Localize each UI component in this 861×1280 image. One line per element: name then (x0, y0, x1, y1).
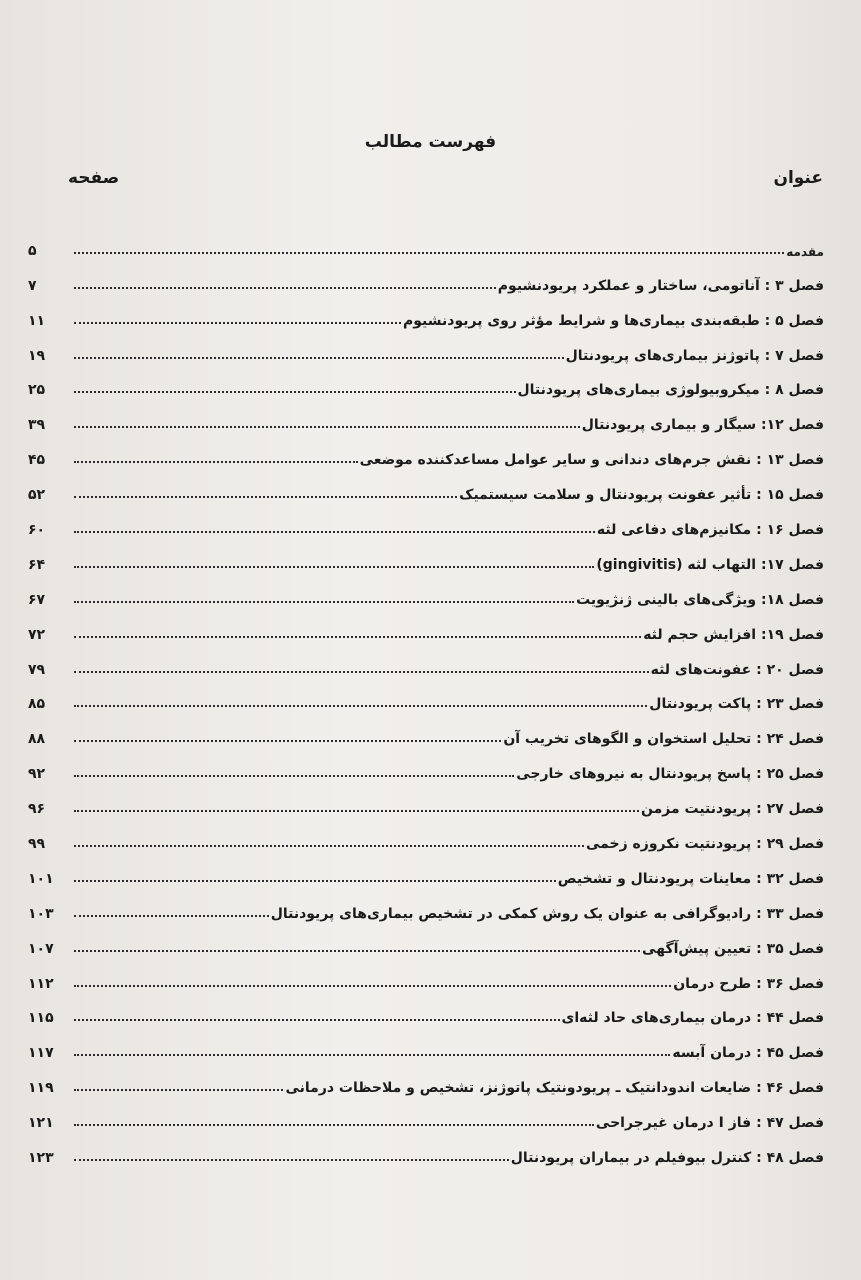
toc-entry-title: فصل ۳۲ : معاینات پریودنتال و تشخیص (557, 870, 824, 887)
toc-entry-page: ۷۲ (28, 626, 46, 643)
dot-leader (74, 1019, 560, 1021)
toc-entry-title: فصل ۴۸ : کنترل بیوفیلم در بیماران پریودنتال (510, 1150, 824, 1167)
toc-entry-page: ۳۹ (28, 417, 46, 434)
toc-entry-title: فصل ۲۳ : پاکت پریودنتال (649, 696, 824, 713)
toc-entry-page: ۱۹ (28, 347, 46, 364)
dot-leader (74, 985, 671, 987)
toc-entry-title: فصل ۳۵ : تعیین پیش‌آگهی (642, 940, 824, 957)
toc-row (28, 645, 824, 680)
toc-entry-page: ۱۱۷ (28, 1045, 54, 1062)
toc-row (28, 889, 824, 924)
toc-entry-page: ۶۴ (28, 556, 46, 573)
toc-entry-page: ۹۶ (28, 801, 46, 818)
toc-row (28, 1098, 824, 1133)
toc-entry-title: فصل ۲۴ : تحلیل استخوان و الگوهای تخریب آن (503, 731, 824, 748)
dot-leader (74, 426, 580, 428)
dot-leader (74, 357, 564, 359)
toc-row (28, 400, 824, 435)
toc-entry-page: ۱۰۷ (28, 940, 54, 957)
toc-row (28, 226, 824, 261)
toc-entry-title: فصل ۲۵ : پاسخ پریودنتال به نیروهای خارجی (516, 766, 824, 783)
toc-row (28, 749, 824, 784)
toc-entry-title: فصل ۴۷ : فاز I درمان غیرجراحی (595, 1115, 824, 1132)
toc-row (28, 1028, 824, 1063)
dot-leader (74, 566, 594, 568)
dot-leader (74, 915, 269, 917)
toc-row (28, 366, 824, 401)
dot-leader (74, 1159, 509, 1161)
toc-entry-page: ۱۰۳ (28, 905, 54, 922)
toc-entry-page: ۷ (28, 277, 37, 294)
toc-row (28, 331, 824, 366)
toc-entry-title: فصل ۴۵ : درمان آبسه (672, 1045, 824, 1062)
toc-entry-title: فصل ۱۵ : تأثیر عفونت پریودنتال و سلامت سیستمیک (459, 487, 824, 504)
dot-leader (74, 775, 514, 777)
dot-leader (74, 1089, 283, 1091)
dot-leader (74, 252, 784, 254)
dot-leader (74, 845, 584, 847)
toc-entry-title: فصل ۱۶ : مکانیزم‌های دفاعی لثه (596, 522, 824, 539)
toc-entry-page: ۹۹ (28, 836, 46, 853)
dot-leader (74, 740, 501, 742)
toc-entry-page: ۱۱ (28, 312, 46, 329)
page-column-header: صفحه (68, 168, 120, 188)
toc-row (28, 435, 824, 470)
toc-entry-page: ۱۱۲ (28, 975, 54, 992)
dot-leader (74, 461, 358, 463)
toc-row (28, 784, 824, 819)
toc-entry-page: ۷۹ (28, 661, 46, 678)
toc-entry-page: ۵۲ (28, 487, 46, 504)
toc-entry-title: فصل ۵ : طبقه‌بندی بیماری‌ها و شرایط مؤثر روی پریودنشیوم (403, 312, 824, 329)
toc-row (28, 575, 824, 610)
toc-entry-page: ۵ (28, 242, 37, 259)
toc-row (28, 610, 824, 645)
toc-entry-page: ۱۰۱ (28, 870, 54, 887)
toc-entry-title: فصل ۳ : آناتومی، ساختار و عملکرد پریودنشیوم (497, 277, 824, 294)
toc-entry-title: فصل ۲۰ : عفونت‌های لثه (650, 661, 824, 678)
toc-row (28, 680, 824, 715)
toc-row (28, 959, 824, 994)
toc-entry-title: فصل ۱۳ : نقش جرم‌های دندانی و سایر عوامل مساعدکننده موضعی (359, 452, 824, 469)
dot-leader (74, 636, 641, 638)
toc-row (28, 714, 824, 749)
dot-leader (74, 287, 496, 289)
dot-leader (74, 1054, 670, 1056)
dot-leader (74, 810, 639, 812)
toc-row (28, 1063, 824, 1098)
toc-entry-page: ۶۰ (28, 522, 46, 539)
dot-leader (74, 1124, 594, 1126)
dot-leader (74, 705, 647, 707)
page-title: فهرست مطالب (364, 132, 497, 152)
title-column-header: عنوان (773, 168, 823, 188)
toc-entry-title: فصل ۳۶ : طرح درمان (673, 975, 824, 992)
toc-entry-title: فصل ۲۹ : پریودنتیت نکروزه زخمی (585, 836, 824, 853)
dot-leader (74, 671, 649, 673)
toc-entry-page: ۱۱۵ (28, 1010, 54, 1027)
toc-entry-title: فصل ۷ : پاتوژنز بیماری‌های پریودنتال (565, 347, 824, 364)
toc-entry-title: مقدمه (786, 244, 824, 259)
toc-row (28, 296, 824, 331)
toc-row (28, 505, 824, 540)
toc-row (28, 1133, 824, 1168)
dot-leader (74, 880, 556, 882)
toc-row (28, 261, 824, 296)
toc-entry-page: ۱۲۱ (28, 1115, 54, 1132)
toc-entry-title: فصل ۴۶ : ضایعات اندودانتیک ـ پریودونتیک پاتوژنز، تشخیص و ملاحظات درمانی (285, 1080, 824, 1097)
toc-entry-page: ۱۱۹ (28, 1080, 54, 1097)
toc-row (28, 470, 824, 505)
dot-leader (74, 531, 595, 533)
toc-entry-title: فصل ۱۸: ویژگی‌های بالینی ژنژیویت (576, 591, 824, 608)
toc-row (28, 924, 824, 959)
dot-leader (74, 322, 401, 324)
toc-row (28, 819, 824, 854)
toc-entry-page: ۱۲۳ (28, 1150, 54, 1167)
toc-entry-page: ۹۲ (28, 766, 46, 783)
toc-entry-page: ۸۸ (28, 731, 46, 748)
dot-leader (74, 496, 457, 498)
toc-row (28, 994, 824, 1029)
toc-entry-title: فصل ۴۴ : درمان بیماری‌های حاد لثه‌ای (561, 1010, 824, 1027)
toc-entry-page: ۴۵ (28, 452, 46, 469)
toc-row (28, 854, 824, 889)
table-of-contents (28, 226, 824, 1168)
toc-entry-page: ۸۵ (28, 696, 46, 713)
toc-entry-title: فصل ۱۹: افزایش حجم لثه (643, 626, 824, 643)
toc-entry-page: ۲۵ (28, 382, 46, 399)
dot-leader (74, 391, 516, 393)
toc-entry-title: فصل ۲۷ : پریودنتیت مزمن (641, 801, 824, 818)
toc-entry-page: ۶۷ (28, 591, 46, 608)
toc-entry-title: فصل ۱۲: سیگار و بیماری پریودنتال (581, 417, 824, 434)
dot-leader (74, 950, 640, 952)
toc-entry-title: فصل ۱۷: التهاب لثه (gingivitis) (596, 556, 824, 573)
toc-entry-title: فصل ۸ : میکروبیولوژی بیماری‌های پریودنتال (517, 382, 824, 399)
dot-leader (74, 601, 574, 603)
toc-entry-title: فصل ۳۳ : رادیوگرافی به عنوان یک روش کمکی در تشخیص بیماری‌های پریودنتال (270, 905, 824, 922)
toc-row (28, 540, 824, 575)
